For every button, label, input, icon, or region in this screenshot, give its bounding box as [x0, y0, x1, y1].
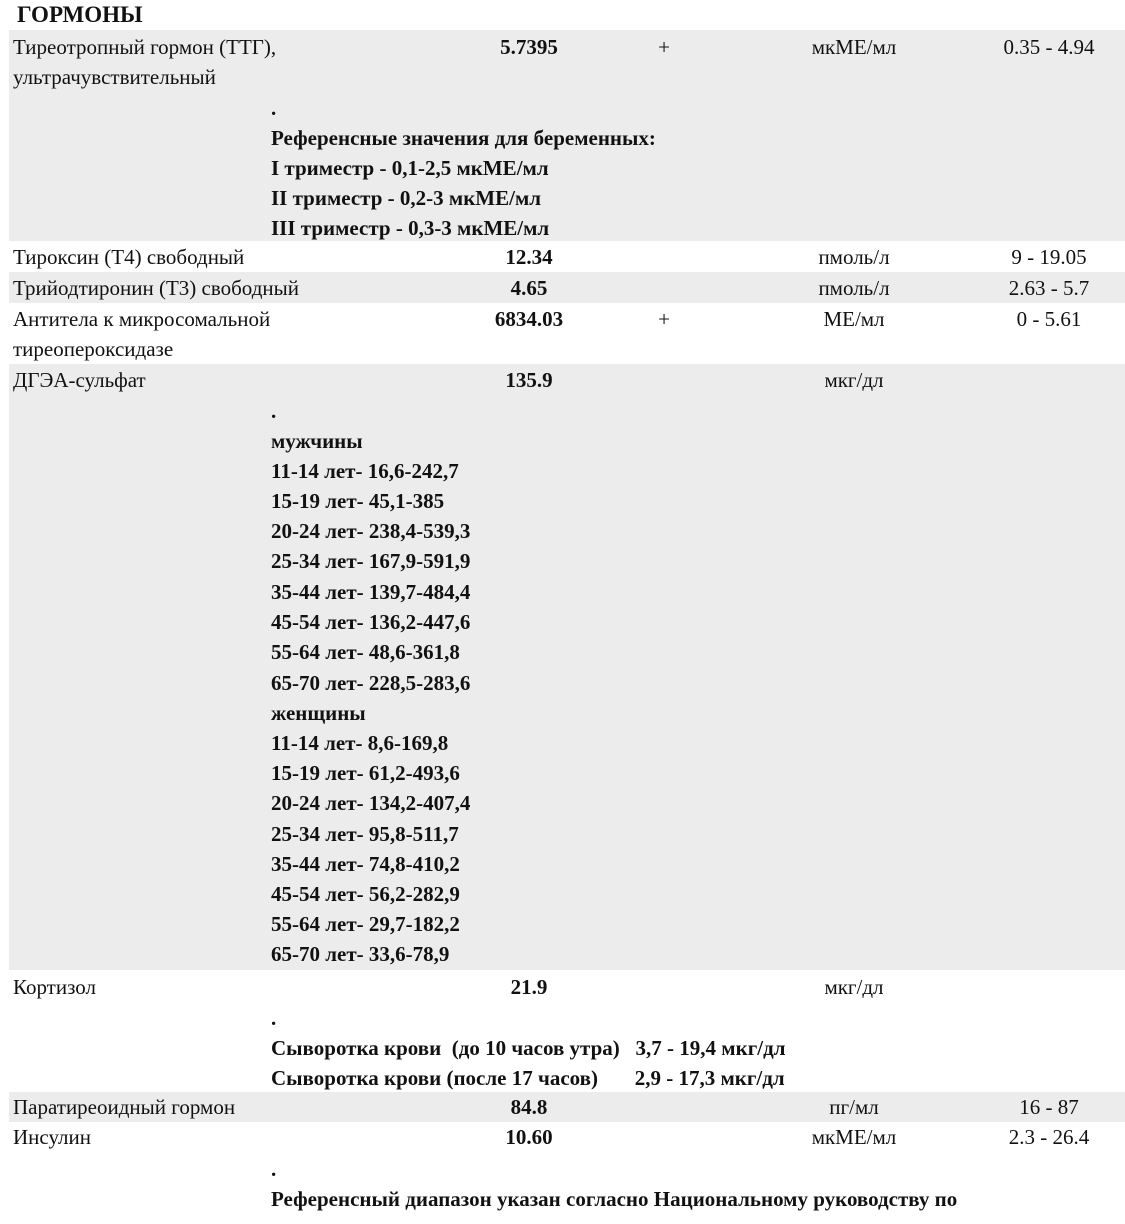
test-row-pth	[9, 1092, 1125, 1122]
test-name: Антитела к микросомальной	[13, 307, 271, 331]
note-line: Референсные значения для беременных:	[271, 126, 656, 150]
note-line: 65-70 лет- 33,6-78,9	[271, 942, 450, 966]
section-title: ГОРМОНЫ	[17, 2, 143, 27]
note-line: 25-34 лет- 95,8-511,7	[271, 822, 459, 846]
test-value: 12.34	[505, 245, 553, 269]
note-line: 20-24 лет- 238,4-539,3	[271, 519, 471, 543]
test-name: ДГЭА-сульфат	[13, 368, 146, 392]
test-value: 135.9	[505, 368, 553, 392]
test-name: Кортизол	[13, 975, 96, 999]
test-unit: пг/мл	[829, 1095, 879, 1119]
note-line: Сыворотка крови (до 10 часов утра) 3,7 - 19,4 мкг/дл	[271, 1036, 786, 1060]
note-line: мужчины	[271, 429, 363, 453]
note-line: I триместр - 0,1-2,5 мкМЕ/мл	[271, 156, 549, 180]
abnormal-flag: +	[658, 307, 670, 331]
test-value: 10.60	[505, 1125, 553, 1149]
note-line: 20-24 лет- 134,2-407,4	[271, 791, 471, 815]
test-value: 5.7395	[500, 35, 558, 59]
test-unit: мкг/дл	[824, 368, 884, 392]
test-value: 6834.03	[494, 307, 564, 331]
test-unit: МЕ/мл	[823, 307, 885, 331]
test-name: тиреопероксидазе	[13, 337, 174, 361]
note-line: Референсный диапазон указан согласно Национальному руководству по	[271, 1187, 958, 1211]
reference-range: 0.35 - 4.94	[1003, 35, 1095, 59]
note-line: 25-34 лет- 167,9-591,9	[271, 549, 471, 573]
test-row-cortisol	[9, 970, 1125, 1092]
test-row-anti-tpo	[9, 303, 1125, 364]
note-line: 15-19 лет- 45,1-385	[271, 489, 445, 513]
test-unit: мкМЕ/мл	[811, 1125, 897, 1149]
note-line: 45-54 лет- 136,2-447,6	[271, 610, 471, 634]
test-unit: мкМЕ/мл	[811, 35, 897, 59]
test-row-t3	[9, 272, 1125, 303]
note-line: 35-44 лет- 139,7-484,4	[271, 580, 471, 604]
reference-range: 16 - 87	[1019, 1095, 1079, 1119]
test-name: Паратиреоидный гормон	[13, 1095, 236, 1119]
test-row-tsh	[9, 30, 1125, 241]
test-name: Инсулин	[13, 1125, 91, 1149]
test-row-t4	[9, 241, 1125, 272]
note-dot: .	[271, 1157, 277, 1181]
note-line: 55-64 лет- 48,6-361,8	[271, 640, 460, 664]
note-line: Сыворотка крови (после 17 часов) 2,9 - 17,3 мкг/дл	[271, 1066, 785, 1090]
test-name: Тироксин (Т4) свободный	[13, 245, 245, 269]
test-unit: мкг/дл	[824, 975, 884, 999]
note-line: 45-54 лет- 56,2-282,9	[271, 882, 460, 906]
reference-range: 0 - 5.61	[1016, 307, 1082, 331]
reference-range: 9 - 19.05	[1011, 245, 1087, 269]
test-name: Тиреотропный гормон (ТТГ),	[13, 35, 277, 59]
note-line: III триместр - 0,3-3 мкМЕ/мл	[271, 216, 550, 240]
note-dot: .	[271, 399, 277, 423]
test-unit: пмоль/л	[818, 276, 890, 300]
note-dot: .	[271, 1006, 277, 1030]
test-name: Трийодтиронин (Т3) свободный	[13, 276, 299, 300]
test-value: 21.9	[510, 975, 548, 999]
note-line: 35-44 лет- 74,8-410,2	[271, 852, 460, 876]
note-dot: .	[271, 96, 277, 120]
test-name: ультрачувствительный	[13, 65, 216, 89]
note-line: 11-14 лет- 8,6-169,8	[271, 731, 449, 755]
note-line: 55-64 лет- 29,7-182,2	[271, 912, 460, 936]
test-row-insulin	[9, 1122, 1125, 1224]
note-line: 11-14 лет- 16,6-242,7	[271, 459, 459, 483]
note-line: женщины	[271, 701, 366, 725]
reference-range: 2.3 - 26.4	[1008, 1125, 1090, 1149]
test-value: 4.65	[510, 276, 548, 300]
note-line: 65-70 лет- 228,5-283,6	[271, 671, 471, 695]
test-unit: пмоль/л	[818, 245, 890, 269]
note-line: II триместр - 0,2-3 мкМЕ/мл	[271, 186, 542, 210]
reference-range: 2.63 - 5.7	[1008, 276, 1090, 300]
abnormal-flag: +	[658, 35, 670, 59]
note-line: 15-19 лет- 61,2-493,6	[271, 761, 460, 785]
test-row-dhea-s	[9, 364, 1125, 970]
test-value: 84.8	[510, 1095, 548, 1119]
